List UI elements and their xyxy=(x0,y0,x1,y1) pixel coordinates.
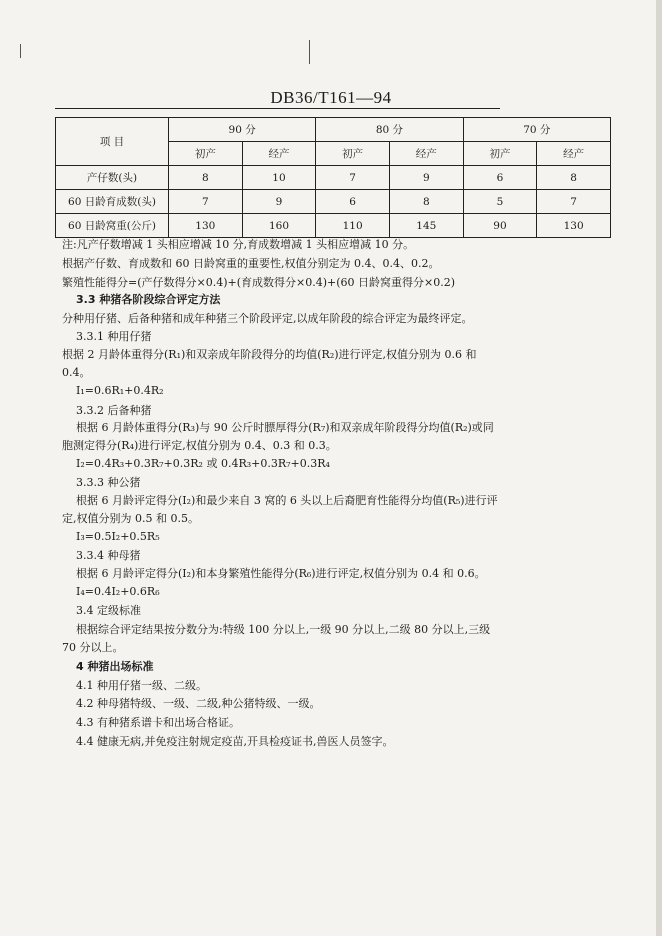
section-3-3-3-text: 根据 6 月龄评定得分(I₂)和最少来自 3 窝的 6 头以上后裔肥育性能得分均值(R₅)进行评 xyxy=(76,494,498,507)
table-cell: 8 xyxy=(169,166,243,190)
formula-i4: I₄=0.4I₂+0.6R₆ xyxy=(76,585,160,598)
table-cell: 160 xyxy=(242,214,316,238)
row-label: 60 日龄窝重(公斤) xyxy=(56,214,169,238)
table-cell: 7 xyxy=(316,166,390,190)
list-item: 4.2 种母猪特级、一级、二级,种公猪特级、一级。 xyxy=(76,697,321,710)
sub-header: 初产 xyxy=(316,142,390,166)
section-3-3-4-heading: 3.3.4 种母猪 xyxy=(76,549,141,562)
table-cell: 8 xyxy=(389,190,463,214)
table-cell: 10 xyxy=(242,166,316,190)
section-3-3-2-text: 根据 6 月龄体重得分(R₃)与 90 公斤时膘厚得分(R₇)和双亲成年阶段得分均值(R₂)或同 xyxy=(76,421,494,434)
section-3-4-heading: 3.4 定级标准 xyxy=(76,604,141,617)
table-row xyxy=(56,214,611,238)
weights-paragraph: 根据产仔数、育成数和 60 日龄窝重的重要性,权值分别定为 0.4、0.4、0.2。 xyxy=(62,257,440,270)
list-item: 4.4 健康无病,并免疫注射规定疫苗,开具检疫证书,兽医人员签字。 xyxy=(76,735,394,748)
list-item: 4.1 种用仔猪一级、二级。 xyxy=(76,679,207,692)
section-3-3-1-heading: 3.3.1 种用仔猪 xyxy=(76,330,152,343)
table-cell: 5 xyxy=(463,190,537,214)
section-3-4-text: 70 分以上。 xyxy=(62,641,124,654)
grade-header: 70 分 xyxy=(463,118,610,142)
table-cell: 9 xyxy=(389,166,463,190)
section-3-3-heading: 3.3 种猪各阶段综合评定方法 xyxy=(76,293,221,306)
table-cell: 7 xyxy=(537,190,611,214)
repro-formula: 繁殖性能得分=(产仔数得分×0.4)+(育成数得分×0.4)+(60 日龄窝重得分×0.2) xyxy=(62,276,456,289)
table-cell: 6 xyxy=(463,166,537,190)
list-item: 4.3 有种猪系谱卡和出场合格证。 xyxy=(76,716,240,729)
table-cell: 8 xyxy=(537,166,611,190)
table-cell: 110 xyxy=(316,214,390,238)
table-header-row xyxy=(56,118,611,142)
table-cell: 130 xyxy=(537,214,611,238)
table-row xyxy=(56,190,611,214)
table-cell: 145 xyxy=(389,214,463,238)
scan-mark xyxy=(309,40,310,64)
sub-header: 初产 xyxy=(169,142,243,166)
sub-header: 经产 xyxy=(537,142,611,166)
page-edge-shadow xyxy=(656,0,662,936)
section-3-3-1-text: 根据 2 月龄体重得分(R₁)和双亲成年阶段得分的均值(R₂)进行评定,权值分别为 0.6 和 xyxy=(62,348,477,361)
section-3-3-3-heading: 3.3.3 种公猪 xyxy=(76,476,141,489)
document-code-header: DB36/T161—94 xyxy=(270,88,392,107)
table-cell: 6 xyxy=(316,190,390,214)
section-4-heading: 4 种猪出场标准 xyxy=(76,660,154,673)
grade-header: 80 分 xyxy=(316,118,463,142)
sub-header: 经产 xyxy=(242,142,316,166)
section-3-4-text: 根据综合评定结果按分数分为:特级 100 分以上,一级 90 分以上,二级 80 分以上,三级 xyxy=(76,623,491,636)
section-3-3-2-heading: 3.3.2 后备种猪 xyxy=(76,404,152,417)
sub-header: 初产 xyxy=(463,142,537,166)
table-cell: 9 xyxy=(242,190,316,214)
section-3-3-intro: 分种用仔猪、后备种猪和成年种猪三个阶段评定,以成年阶段的综合评定为最终评定。 xyxy=(62,312,473,325)
table-cell: 90 xyxy=(463,214,537,238)
scan-mark xyxy=(20,44,21,58)
row-label: 60 日龄育成数(头) xyxy=(56,190,169,214)
section-3-3-4-text: 根据 6 月龄评定得分(I₂)和本身繁殖性能得分(R₆)进行评定,权值分别为 0.4 和 0.6。 xyxy=(76,567,486,580)
section-3-3-2-text: 胞测定得分(R₄)进行评定,权值分别为 0.4、0.3 和 0.3。 xyxy=(62,439,337,452)
section-3-3-1-text: 0.4。 xyxy=(62,366,91,379)
table-note: 注:凡产仔数增减 1 头相应增减 10 分,育成数增减 1 头相应增减 10 分。 xyxy=(62,238,415,251)
table-cell: 7 xyxy=(169,190,243,214)
formula-i3: I₃=0.5I₂+0.5R₅ xyxy=(76,530,160,543)
sub-header: 经产 xyxy=(389,142,463,166)
section-3-3-3-text: 定,权值分别为 0.5 和 0.5。 xyxy=(62,512,199,525)
row-label: 产仔数(头) xyxy=(56,166,169,190)
litter-score-table xyxy=(55,117,611,238)
item-header: 项 目 xyxy=(56,118,169,166)
table-cell: 130 xyxy=(169,214,243,238)
table-row xyxy=(56,166,611,190)
header-rule xyxy=(55,108,500,109)
formula-i2: I₂=0.4R₃+0.3R₇+0.3R₂ 或 0.4R₃+0.3R₇+0.3R₄ xyxy=(76,457,330,470)
formula-i1: I₁=0.6R₁+0.4R₂ xyxy=(76,384,164,397)
grade-header: 90 分 xyxy=(169,118,316,142)
